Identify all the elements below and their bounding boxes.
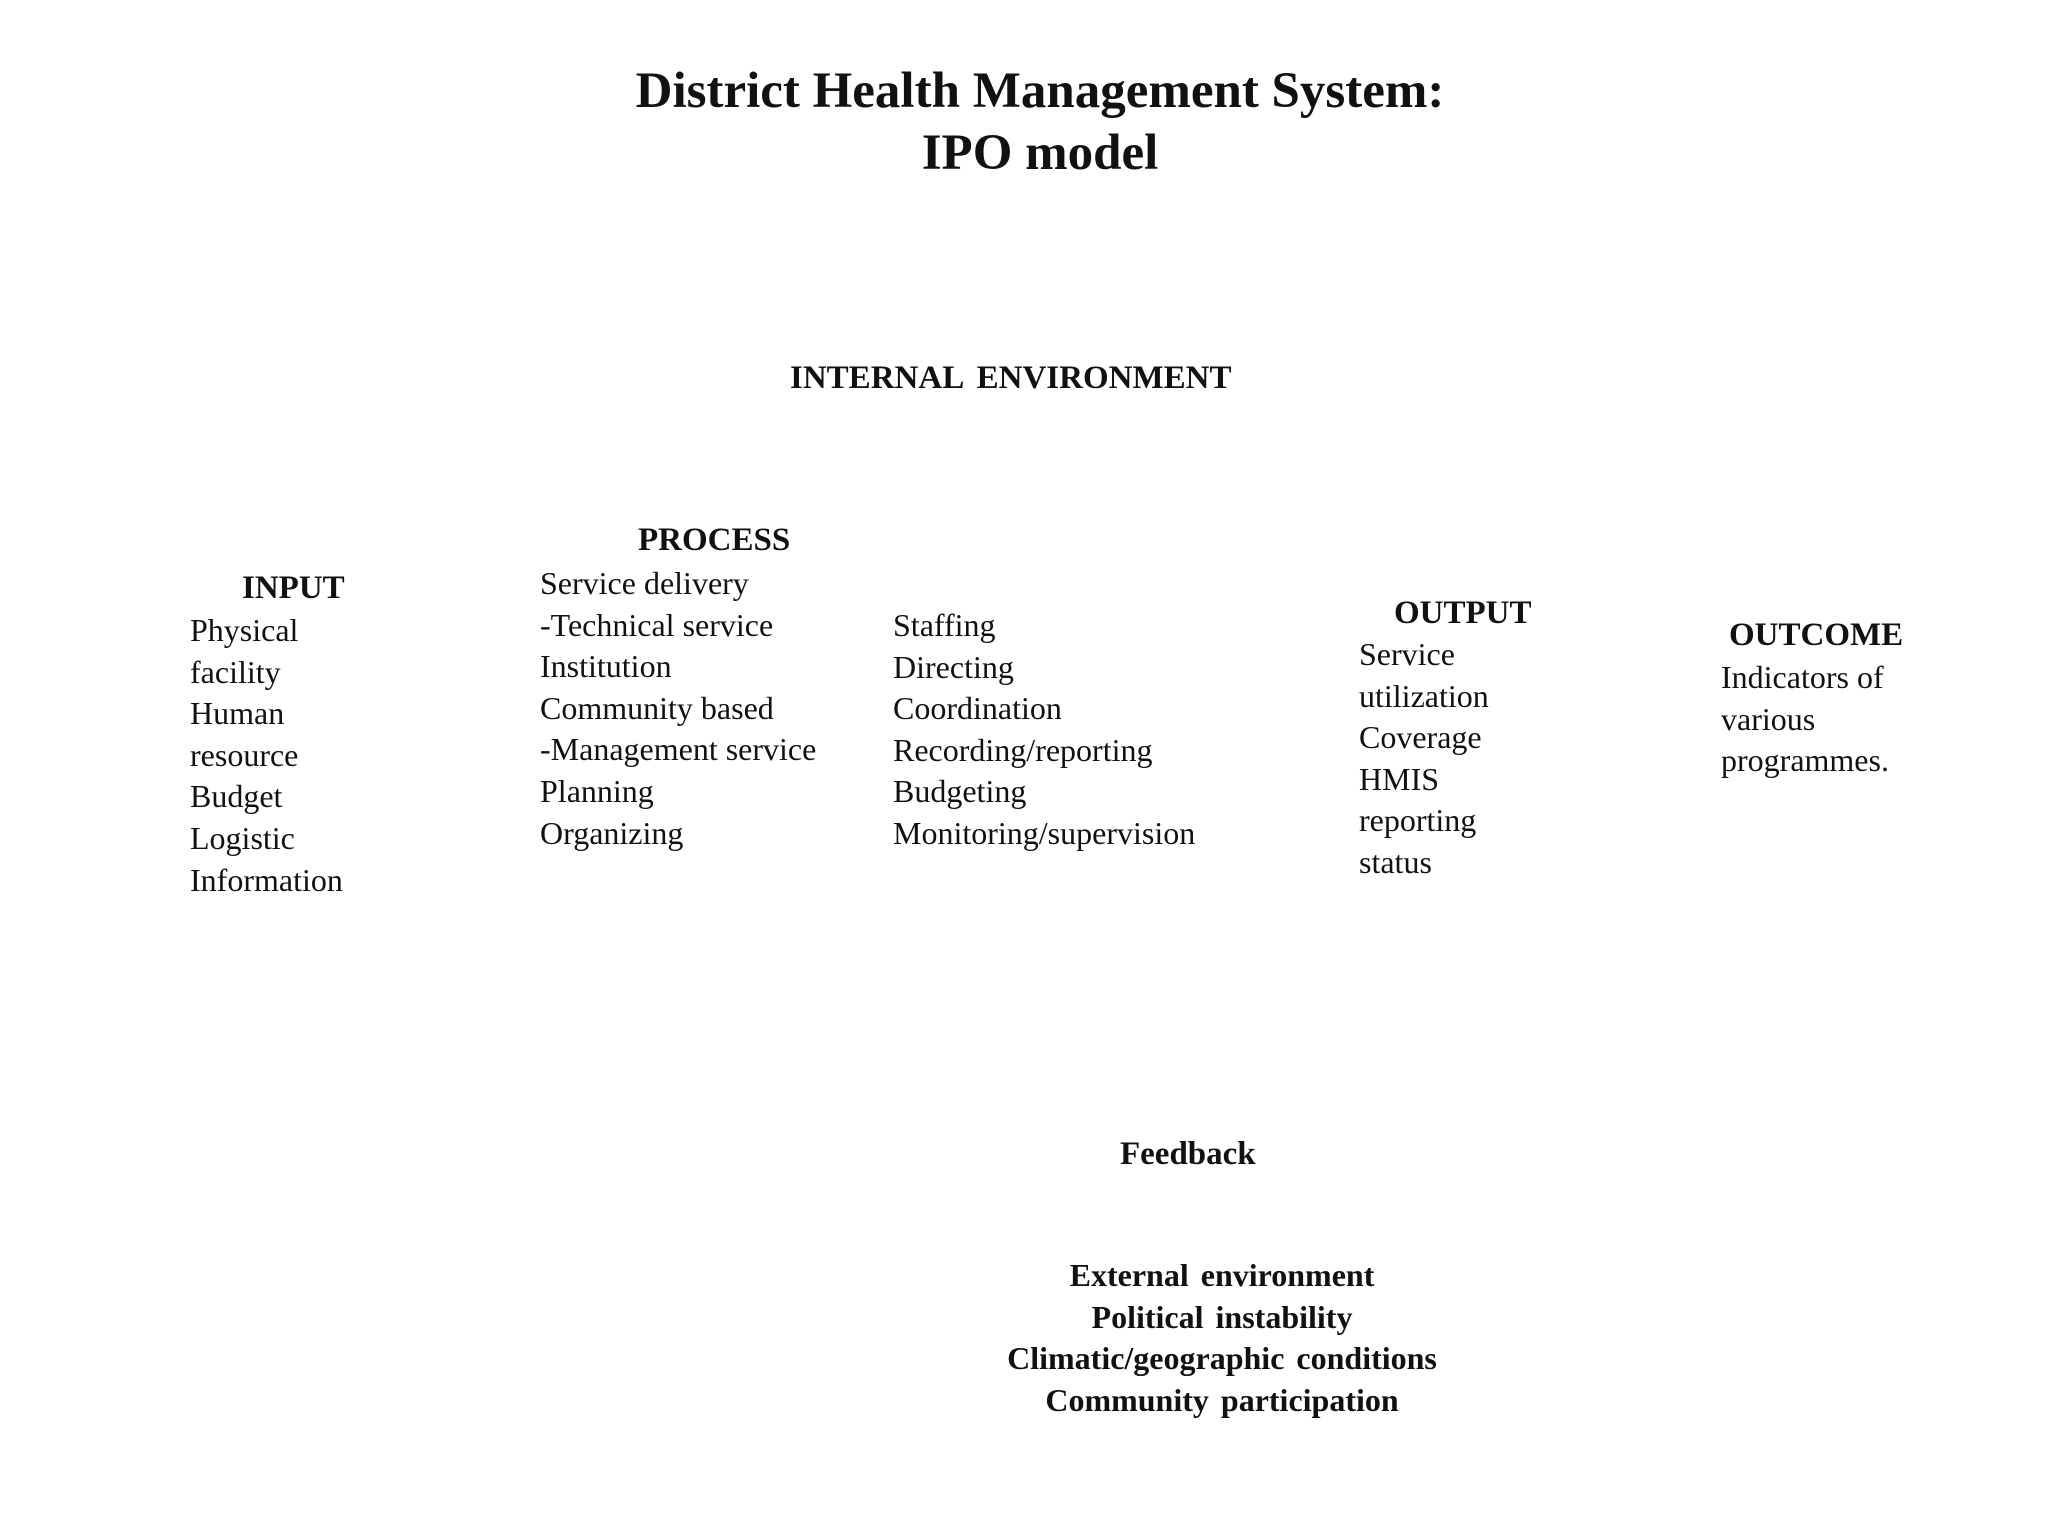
input-heading: INPUT (242, 570, 345, 606)
outcome-item: programmes. (1721, 742, 1889, 779)
external-environment-block (950, 1255, 1494, 1421)
external-item: Community participation (1045, 1381, 1399, 1418)
output-item: status (1359, 843, 1432, 880)
outcome-item: Indicators of (1721, 659, 1884, 695)
process-item: Budgeting (893, 773, 1027, 810)
process-item: Coordination (893, 690, 1062, 727)
outcome-list (1721, 657, 1889, 782)
output-item: utilization (1359, 677, 1489, 714)
input-list (190, 610, 343, 901)
external-item: Political instability (1091, 1298, 1353, 1335)
input-item: Logistic (190, 819, 295, 856)
input-item: resource (190, 736, 299, 773)
process-item: Institution (540, 648, 672, 685)
outcome-item: various (1721, 700, 1816, 737)
outcome-heading: OUTCOME (1729, 617, 1904, 653)
output-item: reporting (1359, 802, 1477, 839)
process-heading: PROCESS (638, 522, 791, 558)
output-heading: OUTPUT (1394, 595, 1532, 631)
output-list (1359, 634, 1489, 884)
process-item: Planning (540, 772, 654, 809)
input-item: Physical (190, 612, 299, 648)
process-item: Service delivery (540, 565, 749, 601)
process-list-1 (540, 563, 816, 854)
output-item: HMIS (1359, 760, 1440, 797)
process-item: Organizing (540, 814, 684, 851)
output-item: Service (1359, 636, 1455, 672)
output-item: Coverage (1359, 719, 1482, 756)
process-item: Monitoring/supervision (893, 814, 1196, 851)
title-line-1: District Health Management System: (635, 63, 1445, 119)
diagram-title (0, 60, 2048, 184)
input-item: Information (190, 861, 343, 898)
process-item: Community based (540, 689, 774, 726)
input-item: facility (190, 653, 281, 690)
feedback-label: Feedback (1120, 1136, 1256, 1172)
input-item: Budget (190, 778, 283, 815)
process-item: Recording/reporting (893, 731, 1153, 768)
title-line-2: IPO model (921, 125, 1159, 181)
process-item: Staffing (893, 607, 996, 643)
external-item: External environment (1069, 1257, 1375, 1293)
external-item: Climatic/geographic conditions (1007, 1340, 1437, 1377)
process-list-2 (893, 605, 1195, 855)
process-item: Directing (893, 648, 1014, 685)
internal-environment-label: INTERNAL ENVIRONMENT (790, 360, 1232, 396)
input-item: Human (190, 695, 285, 732)
process-item: -Management service (540, 731, 817, 768)
process-item: -Technical service (540, 606, 774, 643)
